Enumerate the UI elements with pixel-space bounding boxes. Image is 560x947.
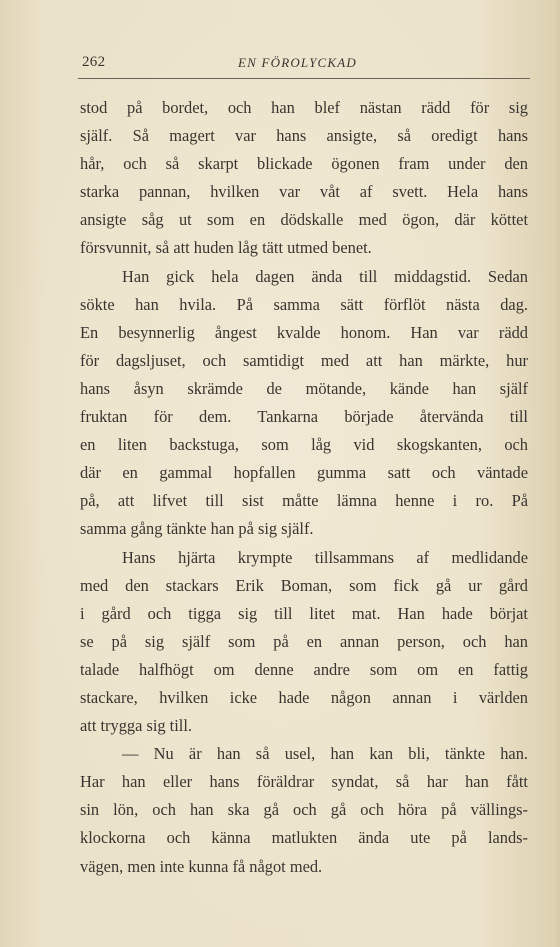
text-line: hans åsyn skrämde de mötande, kände han själf <box>80 378 528 398</box>
text-line: med den stackars Erik Boman, som fick gå ur gård <box>80 575 528 595</box>
body-text <box>80 94 528 881</box>
text-line: en liten backstuga, som låg vid skogskanten, och <box>80 435 528 455</box>
text-line: ansigte såg ut som en dödskalle med ögon, där köttet <box>80 210 528 230</box>
text-line: talade halfhögt om denne andre som om en fattig <box>80 659 528 679</box>
text-line: själf. Så magert var hans ansigte, så oredigt hans <box>80 126 528 146</box>
text-line: sökte han hvila. På samma sätt förflöt nästa dag. <box>80 294 528 314</box>
text-line: vägen, men inte kunna få något med. <box>80 856 323 876</box>
text-line: starka pannan, hvilken var våt af svett. Hela hans <box>80 182 528 202</box>
text-line: där en gammal hopfallen gumma satt och väntade <box>80 463 528 483</box>
text-line: — Nu är han så usel, han kan bli, tänkte han. <box>122 744 528 764</box>
text-line: försvunnit, så att huden låg tätt utmed benet. <box>80 238 372 258</box>
text-line: sin lön, och han ska gå och gå och höra på vällings- <box>80 800 528 820</box>
text-line: se på sig själf som på en annan person, och han <box>80 631 528 651</box>
running-head <box>82 54 530 76</box>
text-line: Har han eller hans föräldrar syndat, så har han fått <box>80 772 528 792</box>
text-line: för dagsljuset, och samtidigt med att han märkte, hur <box>80 350 528 370</box>
page-number: 262 <box>82 54 106 70</box>
text-line: samma gång tänkte han på sig själf. <box>80 519 314 539</box>
running-title: EN FÖROLYCKAD <box>238 55 357 70</box>
header-rule <box>78 78 530 79</box>
page-edge <box>554 0 560 947</box>
text-line: Han gick hela dagen ända till middagstid. Sedan <box>122 266 528 286</box>
text-line: Hans hjärta krympte tillsammans af medlidande <box>122 547 528 567</box>
text-line: på, att lifvet till sist måtte lämna henne i ro. På <box>80 491 528 511</box>
text-line: En besynnerlig ångest kvalde honom. Han var rädd <box>80 322 528 342</box>
text-line: fruktan för dem. Tankarna började återvända till <box>80 407 528 427</box>
text-line: att trygga sig till. <box>80 716 192 736</box>
text-line: hår, och så skarpt blickade ögonen fram under den <box>80 154 528 174</box>
text-line: i gård och tigga sig till litet mat. Han hade börjat <box>80 603 528 623</box>
text-line: stod på bordet, och han blef nästan rädd för sig <box>80 98 528 117</box>
text-line: stackare, hvilken icke hade någon annan i världen <box>80 687 528 707</box>
text-line: klockorna och känna matlukten ända ute på lands- <box>80 828 528 848</box>
